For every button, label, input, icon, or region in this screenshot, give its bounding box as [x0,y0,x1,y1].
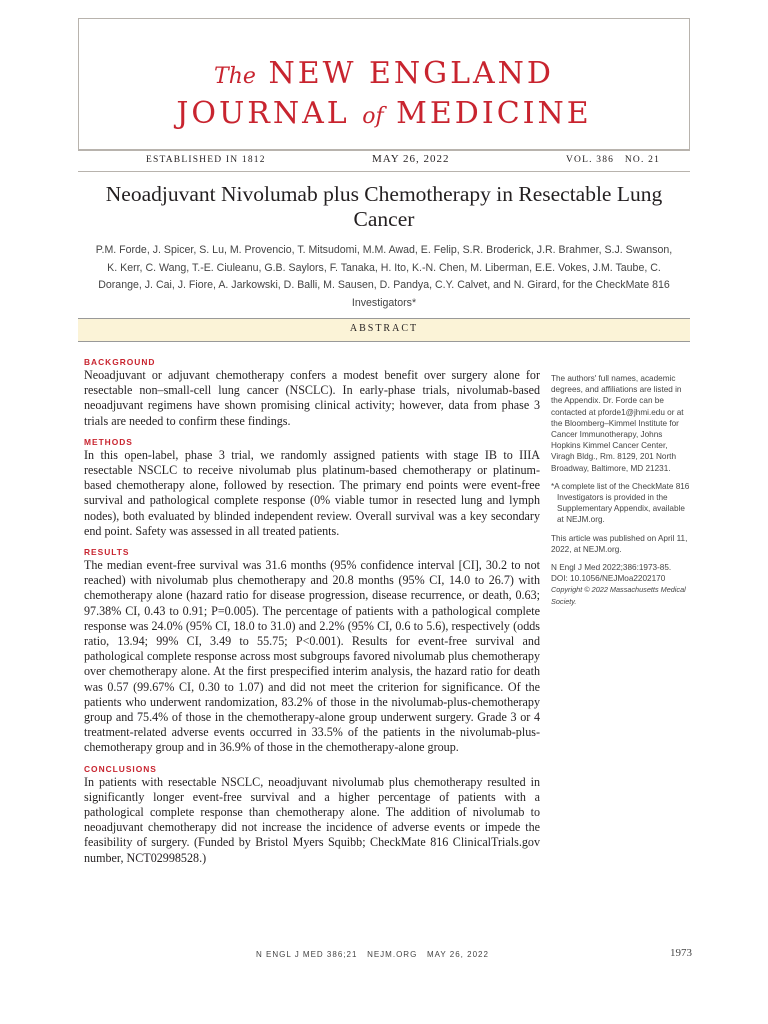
section-heading-methods: METHODS [84,436,133,447]
affiliation-note: The authors' full names, academic degrees, and affiliations are listed in the Appendix. Dr. Forde can be contacted at pforde1@jhmi.edu or at the Bloomberg–Kimmel Institute for Cancer Immunotherapy, Johns Hopkins Kimmel Cancer Center, Viragh Bldg., Rm. 8129, 201 North Broadway, Baltimore, MD 21231. [551,374,684,473]
masthead-rule [78,150,690,151]
section-heading-background: BACKGROUND [84,357,156,367]
section-text-background: Neoadjuvant or adjuvant chemotherapy confers a modest benefit over surgery alone for resectable non–small-cell lung cancer (NSCLC). In early-phase trials, nivolumab-based neoadjuvant regimens have shown promising clinical activity; however, data from phase 3 trials are needed to confirm these findings. [84,368,540,428]
sidebar-notes [551,373,691,614]
journal-name-line2 [78,96,690,135]
section-text-conclusions: In patients with resectable NSCLC, neoadjuvant nivolumab plus chemotherapy resulted in significantly longer event-free survival and a higher percentage of patients with a pathological complete response than chemotherapy alone. The addition of nivolumab to neoadjuvant chemotherapy did not increase the incidence of adverse events or impede the feasibility of surgery. (Funded by Bristol Myers Squibb; CheckMate 816 ClinicalTrials.gov number, NCT02998528.) [84,774,540,865]
running-footer: N ENGL J MED 386;21 NEJM.ORG MAY 26, 2022 [256,950,489,959]
citation: N Engl J Med 2022;386:1973-85. [551,563,672,573]
section-heading-conclusions: CONCLUSIONS [84,763,157,774]
journal-name-medicine: MEDICINE [396,96,592,131]
page-number: 1973 [670,947,692,959]
section-text-results: The median event-free survival was 31.6 months (95% confidence interval [CI], 30.2 to not reached) with nivolumab plus chemotherapy and 20.8 months (95% CI, 14.0 to 26.7) with chemotherapy alone (hazard ratio for disease progression, disease recurrence, or death, 0.63; 97.38% CI, 0.43 to 0.91; P=0.005). The percentage of patients with a pathological complete response was 24.0% (95% CI, 18.0 to 31.0) and 2.2% (95% CI, 0.6 to 5.6), respectively (odds ratio, 13.94; 99% CI, 3.49 to 55.75; P<0.001). Results for event-free survival and pathological complete response across most subgroups favored nivolumab plus chemotherapy over chemotherapy alone. At the first prespecified interim analysis, the hazard ratio for death was 0.57 (99.67% CI, 0.30 to 1.07) and did not meet the criterion for significance. Of the patients who underwent randomization, 83.2% of those in the nivolumab-plus-chemotherapy group and 75.4% of those in the chemotherapy-alone group underwent surgery. Grade 3 or 4 treatment-related adverse events occurred in 33.5% of the patients in the nivolumab-plus-chemotherapy group and in 36.9% of those in the chemotherapy-alone group. [84,558,540,755]
established-line: ESTABLISHED IN 1812 [146,155,266,165]
journal-name-of: of [362,104,384,129]
journal-name-journal: JOURNAL [176,96,350,131]
journal-name-the: The [214,64,256,89]
issue-date: MAY 26, 2022 [372,153,450,165]
copyright: Copyright © 2022 Massachusetts Medical Society. [551,585,686,606]
publication-note: This article was published on April 11, 2022, at NEJM.org. [551,533,688,554]
author-list: P.M. Forde, J. Spicer, S. Lu, M. Provencio, T. Mitsudomi, M.M. Awad, E. Felip, S.R. Broderick, J.R. Brahmer, S.J. Swanson, K. Kerr, C. Wang, T.-E. Ciuleanu, G.B. Saylors, F. Tanaka, H. Ito, K.-N. Chen, M. Liberman, E.E. Vokes, J.M. Taube, C. Dorange, J. Cai, J. Fiore, A. Jarkowski, D. Balli, M. Sausen, D. Pandya, C.Y. Calvet, and N. Girard, for the CheckMate 816 Investigators* [95,244,673,309]
investigators-note: *A complete list of the CheckMate 816 Investigators is provided in the Supplementary Appendix, available at NEJM.org. [551,481,690,525]
section-heading-results: RESULTS [84,547,130,558]
article-title: Neoadjuvant Nivolumab plus Chemotherapy in Resectable Lung Cancer [105,182,663,231]
abstract-label: ABSTRACT [349,323,419,334]
doi: DOI: 10.1056/NEJMoa2202170 [551,574,666,584]
section-text-methods: In this open-label, phase 3 trial, we randomly assigned patients with stage IB to IIIA resectable NSCLC to receive nivolumab plus platinum-based chemotherapy or platinum-based chemotherapy alone, followed by resection. The primary end points were event-free survival and pathological complete response (0% viable tumor in resected lung and lymph nodes), both evaluated by blinded independent review. Overall survival was a key secondary end point. Safety was assessed in all treated patients. [84,447,540,538]
abstract-body [84,356,540,873]
issue-rule [78,171,690,172]
journal-name-line1 [78,56,690,95]
journal-name-new-england: NEW ENGLAND [268,56,554,91]
volume-number: VOL. 386 NO. 21 [566,155,661,165]
